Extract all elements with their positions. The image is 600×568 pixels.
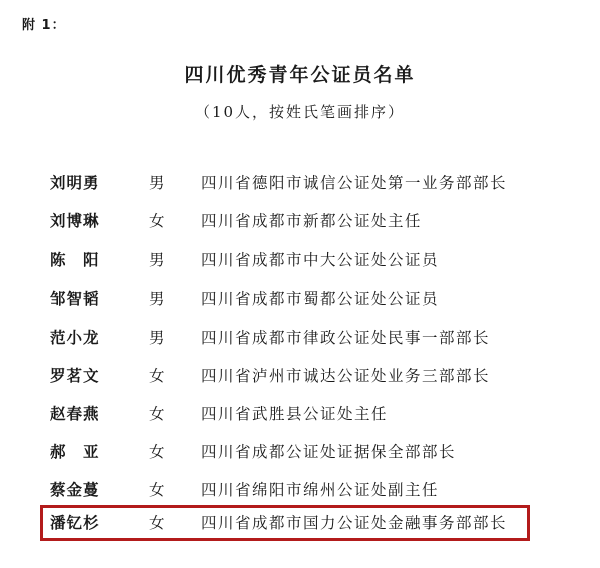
document-title: 四川优秀青年公证员名单	[184, 64, 416, 86]
person-organization: 四川省成都市中大公证处公证员	[201, 251, 440, 269]
person-name: 刘明勇	[50, 173, 100, 192]
person-organization: 四川省德阳市诚信公证处第一业务部部长	[201, 174, 508, 192]
person-organization: 四川省成都市新都公证处主任	[201, 212, 423, 230]
list-item	[0, 169, 600, 197]
list-item	[0, 324, 600, 352]
person-gender: 男	[149, 329, 165, 347]
person-name: 潘钇杉	[50, 513, 100, 532]
person-gender: 男	[149, 174, 165, 192]
person-organization: 四川省成都市律政公证处民事一部部长	[201, 329, 491, 347]
person-name: 邹智韬	[50, 289, 100, 308]
person-name: 陈 阳	[50, 250, 100, 269]
person-gender: 女	[149, 367, 165, 385]
attachment-label: 附 1：	[22, 18, 66, 33]
person-gender: 男	[149, 251, 165, 269]
person-organization: 四川省武胜县公证处主任	[201, 405, 389, 423]
list-item	[0, 362, 600, 390]
person-organization: 四川省绵阳市绵州公证处副主任	[201, 481, 440, 499]
document-subtitle: （10人，按姓氏笔画排序）	[194, 103, 406, 121]
person-gender: 女	[149, 443, 165, 461]
person-organization: 四川省泸州市诚达公证处业务三部部长	[201, 367, 491, 385]
person-name: 蔡金蔓	[50, 480, 100, 499]
person-gender: 男	[149, 290, 165, 308]
person-name: 范小龙	[50, 328, 100, 347]
person-organization: 四川省成都公证处证据保全部部长	[201, 443, 457, 461]
list-item	[0, 285, 600, 313]
list-item	[0, 438, 600, 466]
list-item	[0, 400, 600, 428]
person-organization: 四川省成都市蜀都公证处公证员	[201, 290, 440, 308]
person-gender: 女	[149, 514, 165, 532]
person-organization: 四川省成都市国力公证处金融事务部部长	[201, 514, 508, 532]
person-gender: 女	[149, 212, 165, 230]
person-name: 赵春燕	[50, 404, 100, 423]
person-name: 罗茗文	[50, 366, 100, 385]
list-item	[0, 246, 600, 274]
list-item	[0, 476, 600, 504]
person-gender: 女	[149, 405, 165, 423]
person-name: 刘博琳	[50, 211, 100, 230]
person-name: 郝 亚	[50, 442, 100, 461]
highlight-box	[40, 505, 530, 541]
list-item	[0, 207, 600, 235]
person-gender: 女	[149, 481, 165, 499]
